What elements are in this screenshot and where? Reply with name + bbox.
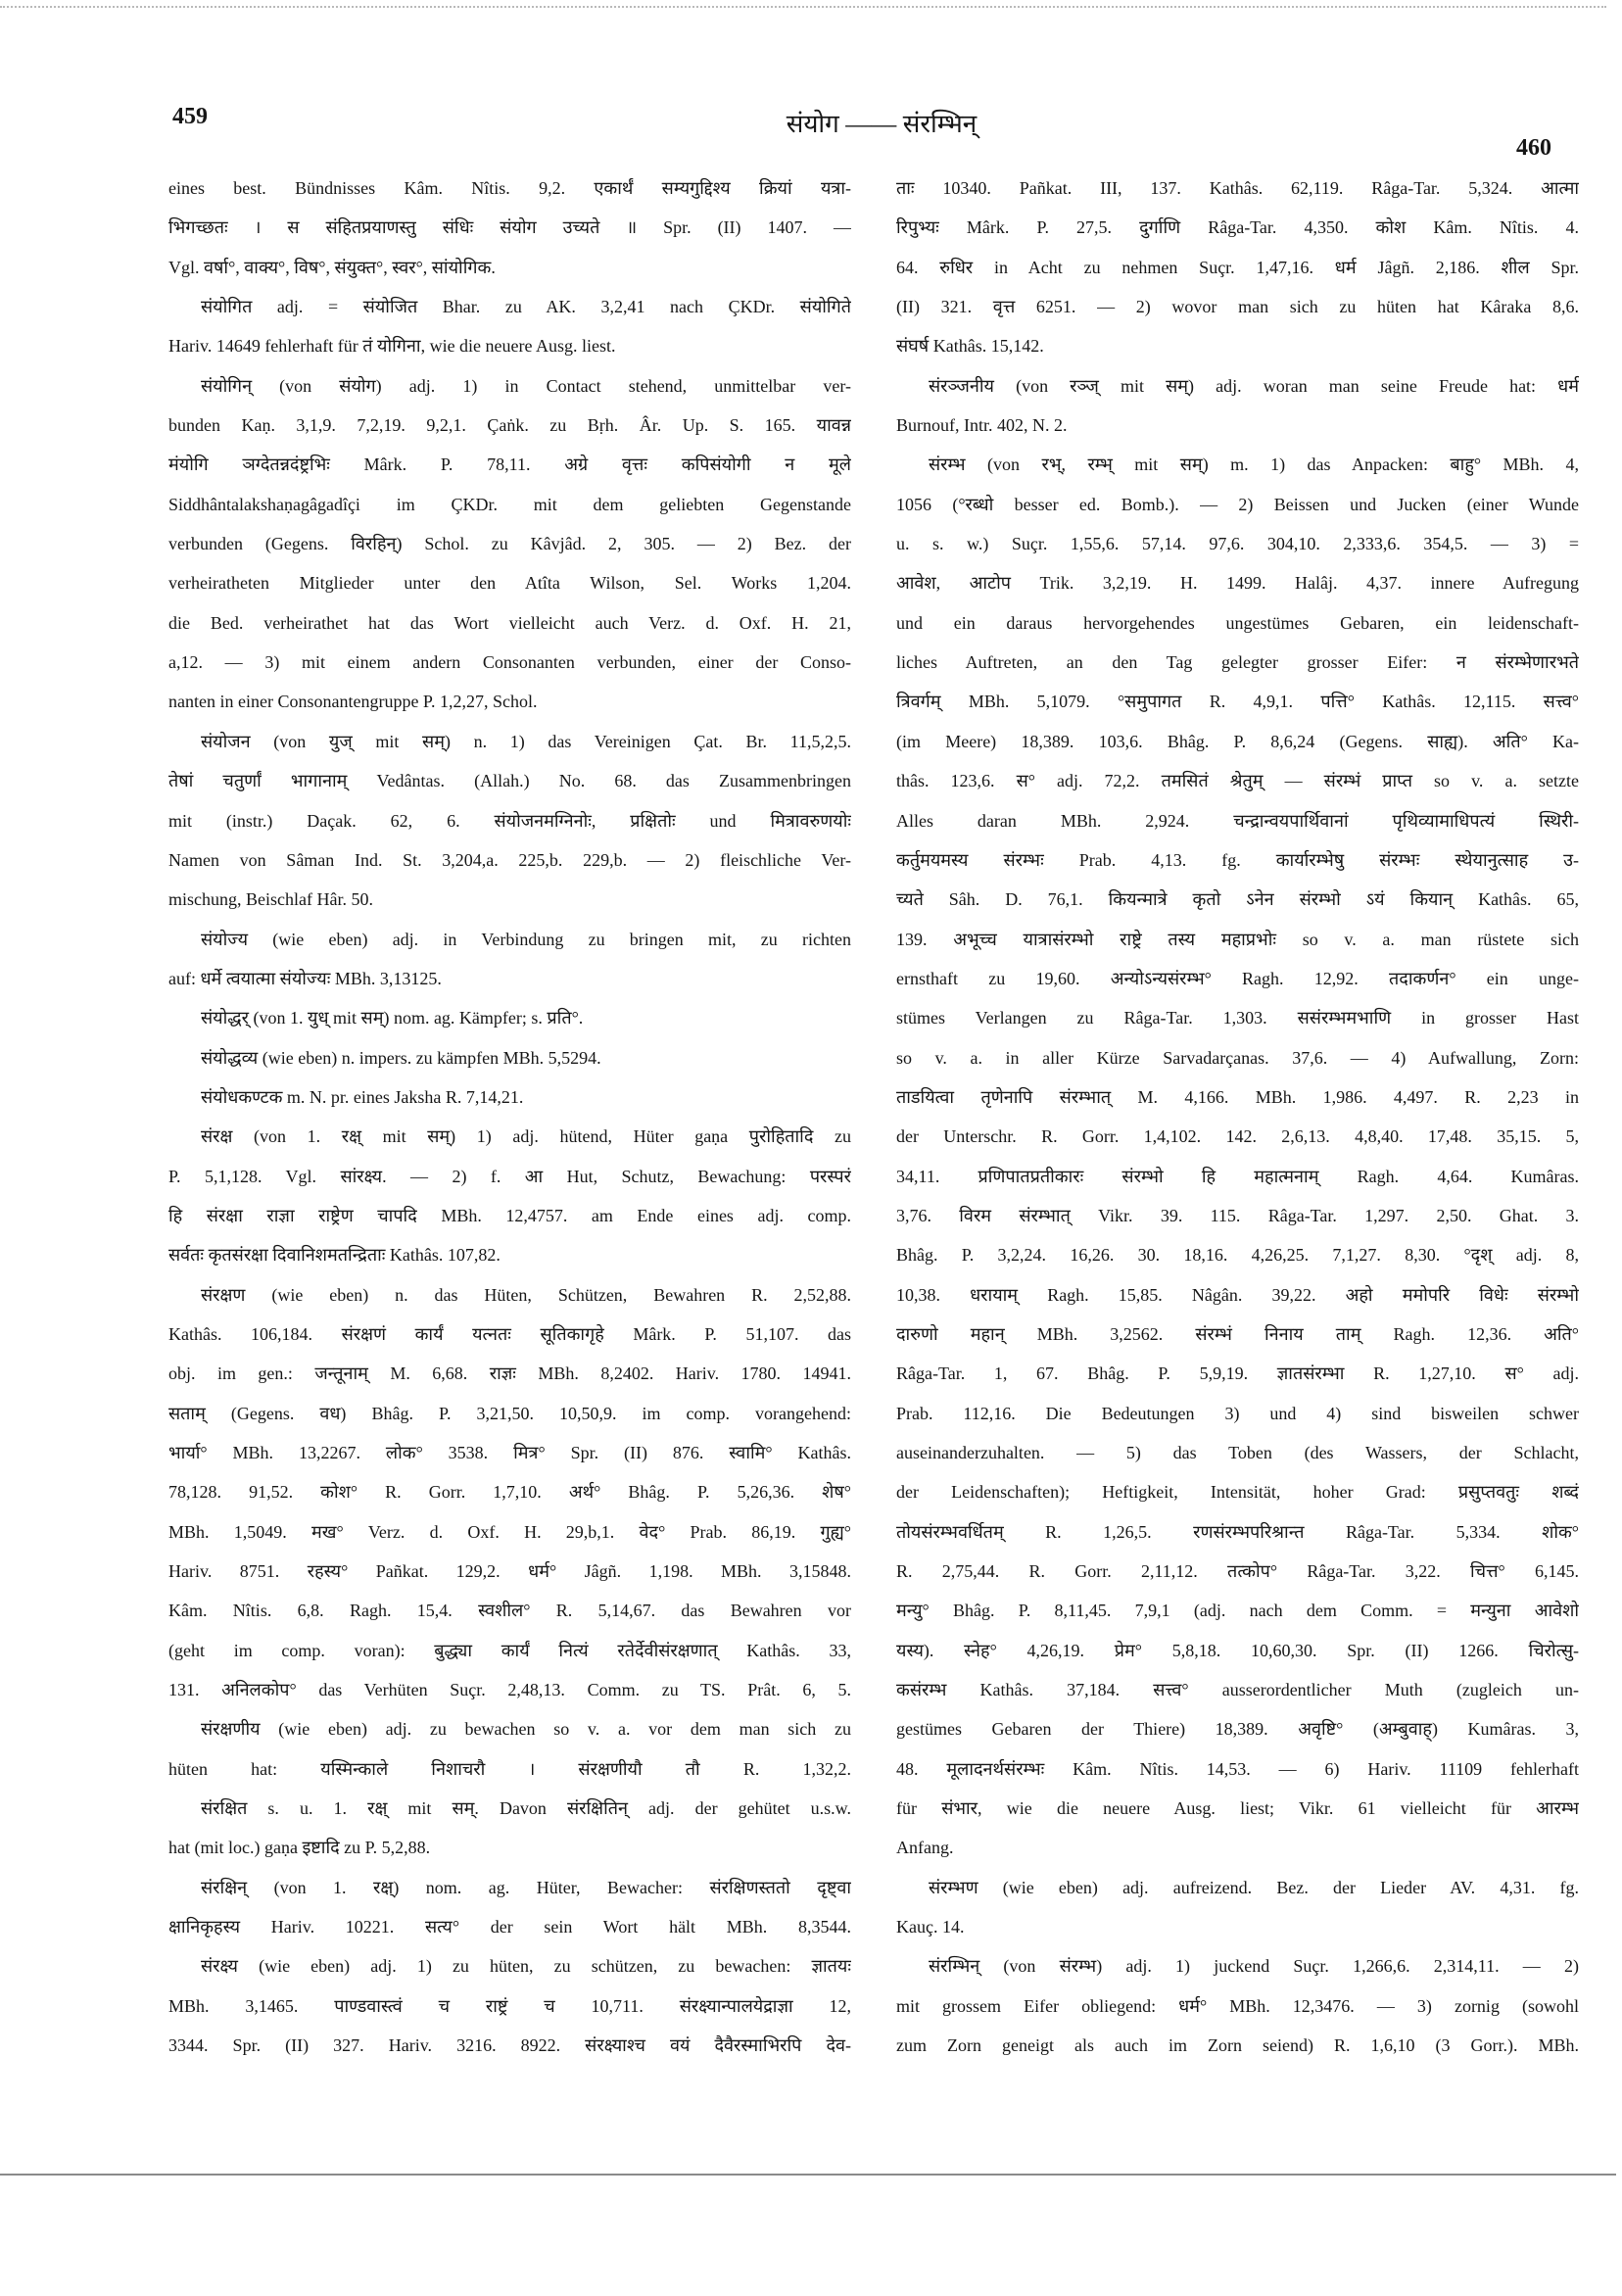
left-column-line: 131. अनिलकोप° das Verhüten Suçr. 2,48,13. Comm. zu TS. Prât. 6, 5. <box>168 1680 851 1700</box>
right-column-line: liches Auftreten, an den Tag gelegter grosser Eifer: न संरम्भेणारभते <box>896 652 1579 673</box>
left-column-line: संरक्षिन् (von 1. रक्ष्) nom. ag. Hüter, Bewacher: संरक्षिणस्ततो दृष्ट्वा <box>201 1877 851 1897</box>
right-column-line: Burnouf, Intr. 402, N. 2. <box>896 415 1068 436</box>
left-column-line: 3344. Spr. (II) 327. Hariv. 3216. 8922. संरक्ष्याश्च वयं दैवैरस्माभिरपि देव- <box>168 2035 851 2056</box>
right-column-line: Kauç. 14. <box>896 1917 965 1937</box>
left-column-line: संरक्षण (wie eben) n. das Hüten, Schützen, Bewahren R. 2,52,88. <box>201 1284 851 1305</box>
right-column-line: der Unterschr. R. Gorr. 1,4,102. 142. 2,6,13. 4,8,40. 17,48. 35,15. 5, <box>896 1126 1579 1147</box>
right-column-line: (im Meere) 18,389. 103,6. Bhâg. P. 8,6,24 (Gegens. साह्य). अति° Ka- <box>896 731 1579 751</box>
left-column-line: eines best. Bündnisses Kâm. Nîtis. 9,2. एकार्थं सम्यगुद्दिश्य क्रियां यत्रा- <box>168 178 851 198</box>
left-column-line: क्षानिकृहस्य Hariv. 10221. सत्य° der sein Wort hält MBh. 8,3544. <box>168 1917 851 1937</box>
right-column-line: 34,11. प्रणिपातप्रतीकारः संरम्भो हि महात्मनाम् Ragh. 4,64. Kumâras. <box>896 1166 1579 1186</box>
right-column <box>896 168 1579 2066</box>
left-column <box>168 168 851 2066</box>
left-column-line: सर्वतः कृतसंरक्षा दिवानिशमतन्द्रिताः Kathâs. 107,82. <box>168 1245 501 1266</box>
left-column-line: a,12. — 3) mit einem andern Consonanten verbunden, einer der Conso- <box>168 652 851 673</box>
left-column-line: भिगच्छतः । स संहितप्रयाणस्तु संधिः संयोग उच्यते ॥ Spr. (II) 1407. — <box>168 217 851 238</box>
left-column-line: verheiratheten Mitglieder unter den Atîta Wilson, Sel. Works 1,204. <box>168 573 851 594</box>
right-column-line: Alles daran MBh. 2,924. चन्द्रान्वयपार्थिवानां पृथिव्यामाधिपत्यं स्थिरी- <box>896 810 1579 831</box>
left-column-line: Vgl. वर्षा°, वाक्य°, विष°, संयुक्त°, स्वर°, सांयोगिक. <box>168 257 496 277</box>
left-column-line: hüten hat: यस्मिन्काले निशाचरौ । संरक्षणीयौ तौ R. 1,32,2. <box>168 1758 851 1779</box>
left-column-line: Hariv. 8751. रहस्य° Pañkat. 129,2. धर्म° Jâgñ. 1,198. MBh. 3,15848. <box>168 1561 851 1582</box>
left-column-line: 78,128. 91,52. कोश° R. Gorr. 1,7,10. अर्थ° Bhâg. P. 5,26,36. शेष° <box>168 1482 851 1503</box>
right-column-line: 64. रुधिर in Acht zu nehmen Suçr. 1,47,16. धर्म Jâgñ. 2,186. शील Spr. <box>896 257 1579 277</box>
left-column-line: nanten in einer Consonantengruppe P. 1,2,27, Schol. <box>168 692 538 712</box>
left-column-line: obj. im gen.: जन्तूनाम् M. 6,68. राज्ञः MBh. 8,2402. Hariv. 1780. 14941. <box>168 1363 851 1384</box>
right-column-line: संरञ्जनीय (von रञ्ज् mit सम्) adj. woran man seine Freude hat: धर्म <box>929 375 1579 396</box>
left-column-line: संयोद्धव्य (wie eben) n. impers. zu kämpfen MBh. 5,5294. <box>201 1047 601 1068</box>
left-column-line: हि संरक्षा राज्ञा राष्ट्रेण चापदि MBh. 12,4757. am Ende eines adj. comp. <box>168 1205 851 1225</box>
right-column-line: तोयसंरम्भवर्धितम् R. 1,26,5. रणसंरम्भपरिश्रान्त Râga-Tar. 5,334. शोक° <box>896 1521 1579 1542</box>
left-column-line: mischung, Beischlaf Hâr. 50. <box>168 889 373 910</box>
right-column-line: auseinanderzuhalten. — 5) das Toben (des Wassers, der Schlacht, <box>896 1443 1579 1462</box>
right-column-line: für संभार, wie die neuere Ausg. liest; Vikr. 61 vielleicht für आरम्भ <box>896 1798 1579 1819</box>
left-column-line: संरक्षित s. u. 1. रक्ष् mit सम्. Davon संरक्षितिन् adj. der gehütet u.s.w. <box>201 1798 851 1819</box>
left-column-line: मंयोगि ञग्देतन्नदंष्ट्रभिः Mârk. P. 78,11. अग्रे वृत्तः कपिसंयोगी न मूले <box>168 454 851 475</box>
right-column-line: यस्य). स्नेह° 4,26,19. प्रेम° 5,8,18. 10,60,30. Spr. (II) 1266. चिरोत्सु- <box>896 1640 1579 1660</box>
right-column-line: Bhâg. P. 3,2,24. 16,26. 30. 18,16. 4,26,25. 7,1,27. 8,30. °दृश् adj. 8, <box>896 1245 1579 1266</box>
left-column-line: संयोद्धर् (von 1. युध् mit सम्) nom. ag. Kämpfer; s. प्रति°. <box>201 1008 584 1028</box>
left-column-line: Kathâs. 106,184. संरक्षणं कार्यं यत्नतः सूतिकागृहे Mârk. P. 51,107. das <box>168 1323 851 1344</box>
left-column-line: संयोज्य (wie eben) adj. in Verbindung zu bringen mit, zu richten <box>201 929 851 949</box>
right-column-line: संरम्भ (von रभ्, रम्भ् mit सम्) m. 1) das Anpacken: बाहु° MBh. 4, <box>929 454 1579 475</box>
scan-edge-top <box>0 6 1606 8</box>
right-column-line: der Leidenschaften); Heftigkeit, Intensität, hoher Grad: प्रसुप्तवतुः शब्दं <box>896 1482 1579 1503</box>
bottom-rule <box>0 2174 1616 2176</box>
left-column-line: संरक्षणीय (wie eben) adj. zu bewachen so v. a. vor dem man sich zu <box>201 1719 851 1740</box>
left-column-line: संरक्ष्य (wie eben) adj. 1) zu hüten, zu schützen, zu bewachen: ज्ञातयः <box>201 1956 851 1977</box>
page-number-right: 460 <box>1516 135 1551 161</box>
right-column-line: 3,76. विरम संरम्भात् Vikr. 39. 115. Râga-Tar. 1,297. 2,50. Ghat. 3. <box>896 1205 1579 1225</box>
right-column-line: Prab. 112,16. Die Bedeutungen 3) und 4) sind bisweilen schwer <box>896 1403 1579 1423</box>
left-column-line: hat (mit loc.) gaṇa इष्टादि zu P. 5,2,88. <box>168 1838 431 1858</box>
right-column-line: 10,38. धरायाम् Ragh. 15,85. Nâgân. 39,22. अहो ममोपरि विधेः संरम्भो <box>896 1284 1579 1305</box>
right-column-line: mit grossem Eifer obliegend: धर्म° MBh. 12,3476. — 3) zornig (sowohl <box>896 1995 1579 2016</box>
right-column-line: संरम्भिन् (von संरम्भ) adj. 1) juckend Suçr. 1,266,6. 2,314,11. — 2) <box>929 1956 1579 1977</box>
left-column-line: bunden Kaṇ. 3,1,9. 7,2,19. 9,2,1. Çaṅk. zu Bṛh. Âr. Up. S. 165. यावन्न <box>168 415 851 436</box>
right-column-line: (II) 321. वृत्त 6251. — 2) wovor man sich zu hüten hat Kâraka 8,6. <box>896 297 1579 317</box>
left-column-line: verbunden (Gegens. विरहिन्) Schol. zu Kâvjâd. 2, 305. — 2) Bez. der <box>168 534 851 554</box>
right-column-line: रिपुभ्यः Mârk. P. 27,5. दुर्गाणि Râga-Tar. 4,350. कोश Kâm. Nîtis. 4. <box>896 217 1579 238</box>
right-column-line: zum Zorn geneigt als auch im Zorn seiend) R. 1,6,10 (3 Gorr.). MBh. <box>896 2035 1579 2056</box>
right-column-line: stümes Verlangen zu Râga-Tar. 1,303. ससंरम्भमभाणि in grosser Hast <box>896 1008 1579 1028</box>
right-column-line: दारुणो महान् MBh. 3,2562. संरम्भं निनाय ताम् Ragh. 12,36. अति° <box>896 1323 1579 1344</box>
left-column-line: तेषां चतुर्णां भागानाम् Vedântas. (Allah.) No. 68. das Zusammenbringen <box>168 771 851 791</box>
right-column-line: ताडयित्वा तृणेनापि संरम्भात् M. 4,166. MBh. 1,986. 4,497. R. 2,23 in <box>896 1086 1579 1107</box>
left-column-line: सताम् (Gegens. वध) Bhâg. P. 3,21,50. 10,50,9. im comp. vorangehend: <box>168 1403 851 1423</box>
right-column-line: 139. अभूच्च यात्रासंरम्भो राष्ट्रे तस्य महाप्रभोः so v. a. man rüstete sich <box>896 929 1579 949</box>
left-column-line: Namen von Sâman Ind. St. 3,204,a. 225,b. 229,b. — 2) fleischliche Ver- <box>168 849 851 870</box>
left-column-line: संयोगित adj. = संयोजित Bhar. zu AK. 3,2,41 nach ÇKDr. संयोगिते <box>201 297 851 317</box>
right-column-line: und ein daraus hervorgehendes ungestümes Gebaren, ein leidenschaft- <box>896 612 1579 633</box>
right-column-line: R. 2,75,44. R. Gorr. 2,11,12. तत्कोप° Râga-Tar. 3,22. चित्त° 6,145. <box>896 1561 1579 1582</box>
left-column-line: (geht im comp. voran): बुद्ध्या कार्यं नित्यं रतेर्देवीसंरक्षणात् Kathâs. 33, <box>168 1640 851 1660</box>
left-column-line: MBh. 1,5049. मख° Verz. d. Oxf. H. 29,b,1. वेद° Prab. 86,19. गुह्य° <box>168 1521 851 1542</box>
left-column-line: संयोजन (von युज् mit सम्) n. 1) das Vereinigen Çat. Br. 11,5,2,5. <box>201 731 851 751</box>
right-column-line: gestümes Gebaren der Thiere) 18,389. अवृष्टि° (अम्बुवाह्) Kumâras. 3, <box>896 1719 1579 1740</box>
right-column-line: u. s. w.) Suçr. 1,55,6. 57,14. 97,6. 304,10. 2,333,6. 354,5. — 3) = <box>896 534 1579 554</box>
left-column-line: die Bed. verheirathet hat das Wort vielleicht auch Verz. d. Oxf. H. 21, <box>168 612 851 633</box>
right-column-line: आवेश, आटोप Trik. 3,2,19. H. 1499. Halâj. 4,37. innere Aufregung <box>896 573 1579 594</box>
left-column-line: P. 5,1,128. Vgl. सांरक्ष्य. — 2) f. आ Hut, Schutz, Bewachung: परस्परं <box>168 1166 851 1186</box>
right-column-line: thâs. 123,6. स° adj. 72,2. तमसितं श्रेतुम् — संरम्भं प्राप्त so v. a. setzte <box>896 771 1579 791</box>
running-title: संयोग —— संरम्भिन् <box>786 110 978 138</box>
right-column-line: ताः 10340. Pañkat. III, 137. Kathâs. 62,119. Râga-Tar. 5,324. आत्मा <box>896 178 1579 198</box>
right-column-line: मन्यु° Bhâg. P. 8,11,45. 7,9,1 (adj. nach dem Comm. = मन्युना आवेशो <box>896 1601 1579 1621</box>
right-column-line: संघर्ष Kathâs. 15,142. <box>896 336 1044 357</box>
right-column-line: त्रिवर्गम् MBh. 5,1079. °समुपागत R. 4,9,1. पत्ति° Kathâs. 12,115. सत्त्व° <box>896 692 1579 712</box>
left-column-line: auf: धर्मे त्वयात्मा संयोज्यः MBh. 3,13125. <box>168 968 442 988</box>
right-column-line: Anfang. <box>896 1838 954 1858</box>
right-column-line: कर्तुमयमस्य संरम्भः Prab. 4,13. fg. कार्यारम्भेषु संरम्भः स्थेयानुत्साह उ- <box>896 849 1579 870</box>
right-column-line: च्यते Sâh. D. 76,1. कियन्मात्रे कृतो ऽनेन संरम्भो ऽयं कियान् Kathâs. 65, <box>896 889 1579 910</box>
left-column-line: Siddhântalakshaṇagâgadîçi im ÇKDr. mit dem geliebten Gegenstande <box>168 494 851 514</box>
left-column-line: संरक्ष (von 1. रक्ष् mit सम्) 1) adj. hütend, Hüter gaṇa पुरोहितादि zu <box>201 1126 851 1147</box>
left-column-line: MBh. 3,1465. पाण्डवास्त्वं च राष्ट्रं च 10,711. संरक्ष्यान्पालयेद्राज्ञा 12, <box>168 1995 851 2016</box>
page-number-left: 459 <box>172 104 208 129</box>
left-column-line: भार्या° MBh. 13,2267. लोक° 3538. मित्र° Spr. (II) 876. स्वामि° Kathâs. <box>168 1443 851 1462</box>
right-column-line: 1056 (°रब्धो besser ed. Bomb.). — 2) Beissen und Jucken (einer Wunde <box>896 494 1579 514</box>
right-column-line: संरम्भण (wie eben) adj. aufreizend. Bez. der Lieder AV. 4,31. fg. <box>929 1877 1579 1897</box>
right-column-line: Râga-Tar. 1, 67. Bhâg. P. 5,9,19. ज्ञातसंरम्भा R. 1,27,10. स° adj. <box>896 1363 1579 1384</box>
left-column-line: mit (instr.) Daçak. 62, 6. संयोजनमग्निनोः, प्रक्षितोः und मित्रावरुणयोः <box>168 810 851 831</box>
right-column-line: so v. a. in aller Kürze Sarvadarçanas. 37,6. — 4) Aufwallung, Zorn: <box>896 1047 1579 1068</box>
left-column-line: Kâm. Nîtis. 6,8. Ragh. 15,4. स्वशील° R. 5,14,67. das Bewahren vor <box>168 1601 851 1621</box>
right-column-line: कसंरम्भ Kathâs. 37,184. सत्त्व° ausserordentlicher Muth (zugleich un- <box>896 1680 1579 1700</box>
left-column-line: संयोधकण्टक m. N. pr. eines Jaksha R. 7,14,21. <box>201 1086 524 1107</box>
left-column-line: Hariv. 14649 fehlerhaft für तं योगिना, wie die neuere Ausg. liest. <box>168 336 616 357</box>
left-column-line: संयोगिन् (von संयोग) adj. 1) in Contact stehend, unmittelbar ver- <box>201 375 851 396</box>
right-column-line: ernsthaft zu 19,60. अन्योऽन्यसंरम्भ° Ragh. 12,92. तदाकर्णन° ein unge- <box>896 968 1579 988</box>
right-column-line: 48. मूलादनर्थसंरम्भः Kâm. Nîtis. 14,53. — 6) Hariv. 11109 fehlerhaft <box>896 1758 1579 1779</box>
